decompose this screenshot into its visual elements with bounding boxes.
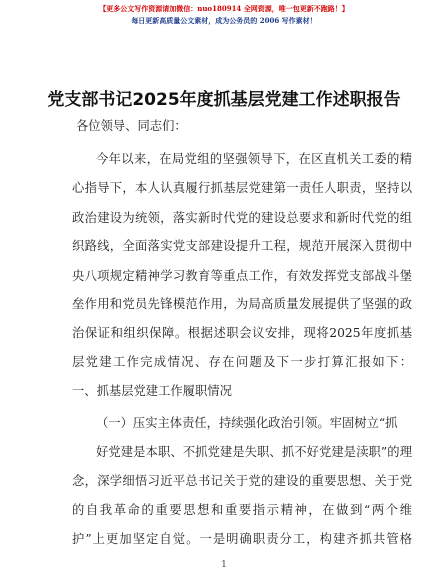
subsection-heading: 好党建是本职、不抓党建是失职、抓不好党建是渎职”的理 [96,445,412,459]
paragraph-line: 的自我革命的重要思想和重要指示精神，在做到“两个维 [72,503,412,517]
paragraph-line: 念，深学细悟习近平总书记关于党的建设的重要思想、关于党 [72,474,412,488]
paragraph-line: 心指导下，本人认真履行抓基层党建第一责任人职责，坚持以 [72,181,412,195]
section-heading: （一）压实主体责任，持续强化政治引领。牢固树立“抓 [96,416,398,430]
paragraph-line: 护”上更加坚定自觉。一是明确职责分工，构建齐抓共管格 [72,532,412,546]
paragraph-line: 治保证和组织保障。根据述职会议安排，现将2025年度抓基 [72,326,412,340]
paragraph-line: 织路线，全面落实党支部建设提升工程，规范开展深入贯彻中 [72,239,412,253]
paragraph-line: 央八项规定精神学习教育等重点工作，有效发挥党支部战斗堡 [72,269,412,283]
paragraph-line: 政治建设为统领，落实新时代党的建设总要求和新时代党的组 [72,211,412,225]
paragraph-line: 今年以来，在局党组的坚强领导下，在区直机关工委的精 [96,152,412,166]
promo-banner-line-1: 【更多公文写作资源请加微信：nuo180914 全网资源，唯一包更新不跑路！】 [99,4,349,13]
page-number: 1 [221,560,227,570]
document-title: 党支部书记2025年度抓基层党建工作述职报告 [47,90,401,110]
salutation: 各位领导、同志们： [76,119,187,133]
paragraph-line: 层党建工作完成情况、存在问题及下一步打算汇报如下： [72,355,412,369]
paragraph-line: 一、抓基层党建工作履职情况 [72,384,232,398]
paragraph-line: 垒作用和党员先锋模范作用，为局高质量发展提供了坚强的政 [72,297,412,311]
promo-banner-line-2: 每日更新高质量公文素材，成为公务员的 2006 写作素材！ [131,16,317,25]
